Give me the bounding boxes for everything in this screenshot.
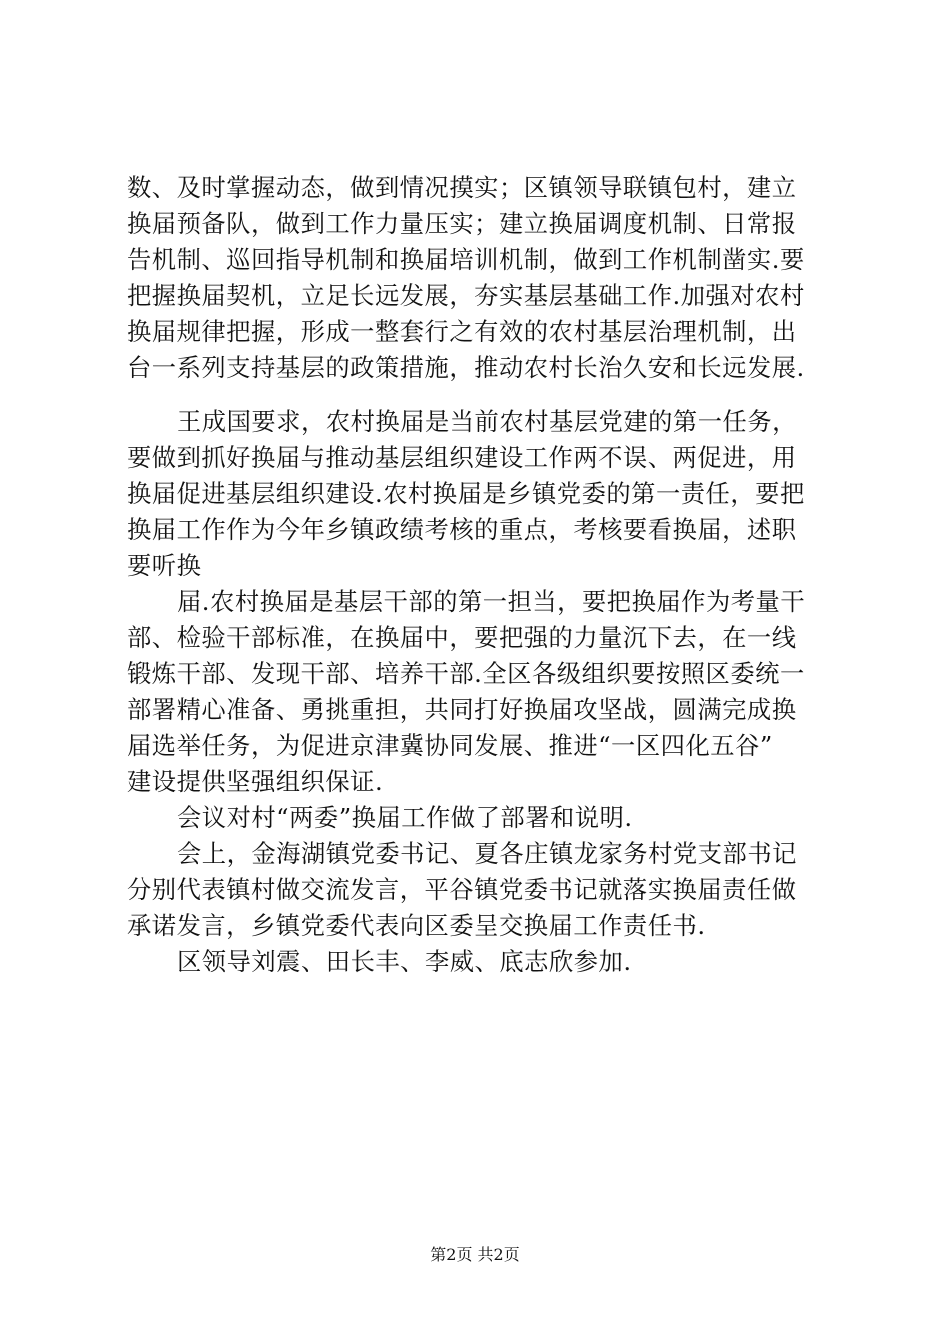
text-line: 会上，金海湖镇党委书记、夏各庄镇龙家务村党支部书记 [177, 839, 797, 868]
text-line: 台一系列支持基层的政策措施，推动农村长治久安和长远发展. [127, 353, 805, 382]
text-line: 换届促进基层组织建设.农村换届是乡镇党委的第一责任，要把 [127, 479, 805, 508]
text-line: 建设提供坚强组织保证. [127, 767, 384, 796]
text-line: 届选举任务，为促进京津冀协同发展、推进“一区四化五谷” [127, 731, 773, 760]
text-line: 承诺发言，乡镇党委代表向区委呈交换届工作责任书. [127, 911, 706, 940]
text-line: 锻炼干部、发现干部、培养干部.全区各级组织要按照区委统一 [127, 659, 805, 688]
text-line: 数、及时掌握动态，做到情况摸实；区镇领导联镇包村，建立 [127, 173, 797, 202]
text-line: 部署精心准备、勇挑重担，共同打好换届攻坚战，圆满完成换 [127, 695, 797, 724]
page-number-footer: 第2页 共2页 [430, 1245, 520, 1264]
text-line: 要做到抓好换届与推动基层组织建设工作两不误、两促进，用 [127, 443, 797, 472]
text-line: 要听换 [127, 551, 202, 580]
text-line: 换届规律把握，形成一整套行之有效的农村基层治理机制，出 [127, 317, 797, 346]
text-line: 部、检验干部标准，在换届中，要把强的力量沉下去，在一线 [127, 623, 797, 652]
text-line: 会议对村“两委”换届工作做了部署和说明. [177, 803, 633, 832]
text-line: 届.农村换届是基层干部的第一担当，要把换届作为考量干 [177, 587, 806, 616]
text-line: 把握换届契机，立足长远发展，夯实基层基础工作.加强对农村 [127, 281, 805, 310]
text-line: 分别代表镇村做交流发言，平谷镇党委书记就落实换届责任做 [127, 875, 797, 904]
text-line: 告机制、巡回指导机制和换届培训机制，做到工作机制凿实.要 [127, 245, 805, 274]
text-line: 区领导刘震、田长丰、李威、底志欣参加. [177, 947, 632, 976]
text-line: 换届工作作为今年乡镇政绩考核的重点，考核要看换届，述职 [127, 515, 797, 544]
text-line: 换届预备队，做到工作力量压实；建立换届调度机制、日常报 [127, 209, 797, 238]
text-line: 王成国要求，农村换届是当前农村基层党建的第一任务， [177, 407, 797, 436]
